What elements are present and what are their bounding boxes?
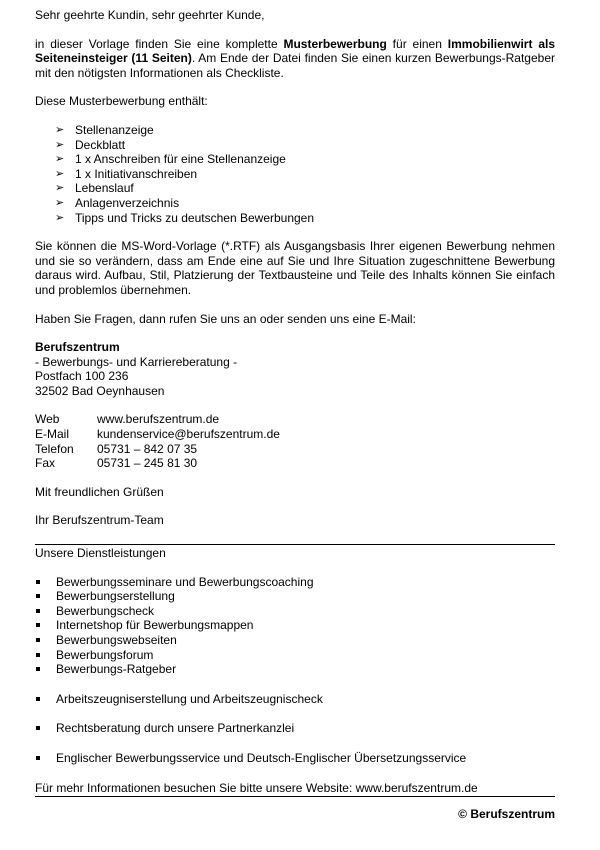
contact-label: Fax <box>35 456 56 471</box>
document-page <box>35 8 555 822</box>
list-item: ➢ Lebenslauf <box>55 181 134 196</box>
company-name: Berufszentrum <box>35 340 120 355</box>
services-heading: Unsere Dienstleistungen <box>35 546 166 561</box>
more-info-line: Für mehr Informationen besuchen Sie bitte unsere Website: www.berufszentrum.de <box>35 781 555 798</box>
services-list-legal <box>35 721 555 736</box>
square-bullet-icon <box>36 609 40 613</box>
contact-row-web <box>35 412 555 427</box>
square-bullet-icon <box>36 623 40 627</box>
services-list-zeugnis <box>35 692 555 707</box>
intro-paragraph <box>35 37 555 81</box>
phone-value: 05731 – 842 07 35 <box>97 441 198 456</box>
questions-paragraph: Haben Sie Fragen, dann rufen Sie uns an oder senden uns eine E-Mail: <box>35 311 416 326</box>
square-bullet-icon <box>36 756 40 760</box>
address-block <box>35 340 555 398</box>
list-item: Internetshop für Bewerbungsmappen <box>35 618 555 633</box>
signature: Ihr Berufszentrum-Team <box>35 513 164 528</box>
square-bullet-icon <box>36 667 40 671</box>
email-link[interactable]: kundenservice@berufszentrum.de <box>97 427 280 442</box>
intro-text-2: für einen <box>386 36 448 51</box>
contact-block <box>35 412 555 470</box>
usage-paragraph: Sie können die MS-Word-Vorlage (*.RTF) als Ausgangsbasis Ihrer eigenen Bewerbung nehmen und sie so verändern, dass am Ende eine auf Sie und Ihre Situation zugeschnittene Bewerbung daraus wird. Aufbau, Stil, Platzierung der Textbausteine und Teile des Inhalts können Sie einfach und problemlos übernehmen. <box>35 239 555 297</box>
arrow-bullet-icon: ➢ <box>55 138 65 151</box>
square-bullet-icon <box>36 726 40 730</box>
list-item: ➢ Deckblatt <box>55 137 126 152</box>
intro-text-3: . Am Ende der Datei finden Sie einen kurzen Bewerbungs-Ratgeber mit den nötigsten Informationen als Checkliste. <box>35 51 555 80</box>
list-item: ➢ Stellenanzeige <box>55 122 154 137</box>
list-item: ➢ 1 x Initiativanschreiben <box>55 166 198 181</box>
closing: Mit freundlichen Grüßen <box>35 484 164 499</box>
contact-row-fax <box>35 456 555 471</box>
intro-bold-musterbewerbung: Musterbewerbung <box>283 36 387 51</box>
list-item: Bewerbungs-Ratgeber <box>35 662 555 677</box>
list-item: Rechtsberatung durch unsere Partnerkanzlei <box>35 721 555 736</box>
contact-label: E-Mail <box>35 427 70 442</box>
contents-list <box>35 123 555 225</box>
square-bullet-icon <box>36 580 40 584</box>
square-bullet-icon <box>36 638 40 642</box>
list-item: Bewerbungsseminare und Bewerbungscoaching <box>35 575 555 590</box>
contact-row-email <box>35 427 555 442</box>
contact-label: Web <box>35 412 60 427</box>
copyright: © Berufszentrum <box>458 807 555 822</box>
contact-label: Telefon <box>35 441 74 456</box>
list-item: ➢ Anlagenverzeichnis <box>55 195 180 210</box>
arrow-bullet-icon: ➢ <box>55 211 65 224</box>
intro-bold-position: Immobilienwirt als Seiteneinsteiger (11 Seiten) <box>35 36 555 66</box>
web-link[interactable]: www.berufszentrum.de <box>97 412 220 427</box>
services-list-english <box>35 751 555 766</box>
company-tagline: - Bewerbungs- und Karriereberatung - <box>35 354 238 369</box>
list-item: Bewerbungswebseiten <box>35 633 555 648</box>
list-item: Bewerbungsforum <box>35 648 555 663</box>
contact-row-phone <box>35 442 555 457</box>
services-list <box>35 575 555 677</box>
arrow-bullet-icon: ➢ <box>55 196 65 209</box>
arrow-bullet-icon: ➢ <box>55 123 65 136</box>
list-item: Arbeitszeugniserstellung und Arbeitszeugnischeck <box>35 692 555 707</box>
list-item: Englischer Bewerbungsservice und Deutsch-Englischer Übersetzungsservice <box>35 751 555 766</box>
list-item: Bewerbungscheck <box>35 604 555 619</box>
square-bullet-icon <box>36 594 40 598</box>
services-divider <box>35 544 555 561</box>
contents-heading: Diese Musterbewerbung enthält: <box>35 94 208 109</box>
list-item: ➢ 1 x Anschreiben für eine Stellenanzeige <box>55 152 286 167</box>
list-item: ➢ Tipps und Tricks zu deutschen Bewerbungen <box>55 210 315 225</box>
greeting: Sehr geehrte Kundin, sehr geehrter Kunde, <box>35 8 265 22</box>
square-bullet-icon <box>36 697 40 701</box>
postbox: Postfach 100 236 <box>35 369 129 384</box>
arrow-bullet-icon: ➢ <box>55 153 65 166</box>
square-bullet-icon <box>36 653 40 657</box>
arrow-bullet-icon: ➢ <box>55 182 65 195</box>
city: 32502 Bad Oeynhausen <box>35 383 165 398</box>
list-item: Bewerbungserstellung <box>35 589 555 604</box>
arrow-bullet-icon: ➢ <box>55 167 65 180</box>
fax-value: 05731 – 245 81 30 <box>97 456 198 471</box>
intro-text-1: in dieser Vorlage finden Sie eine komplette <box>35 36 284 51</box>
